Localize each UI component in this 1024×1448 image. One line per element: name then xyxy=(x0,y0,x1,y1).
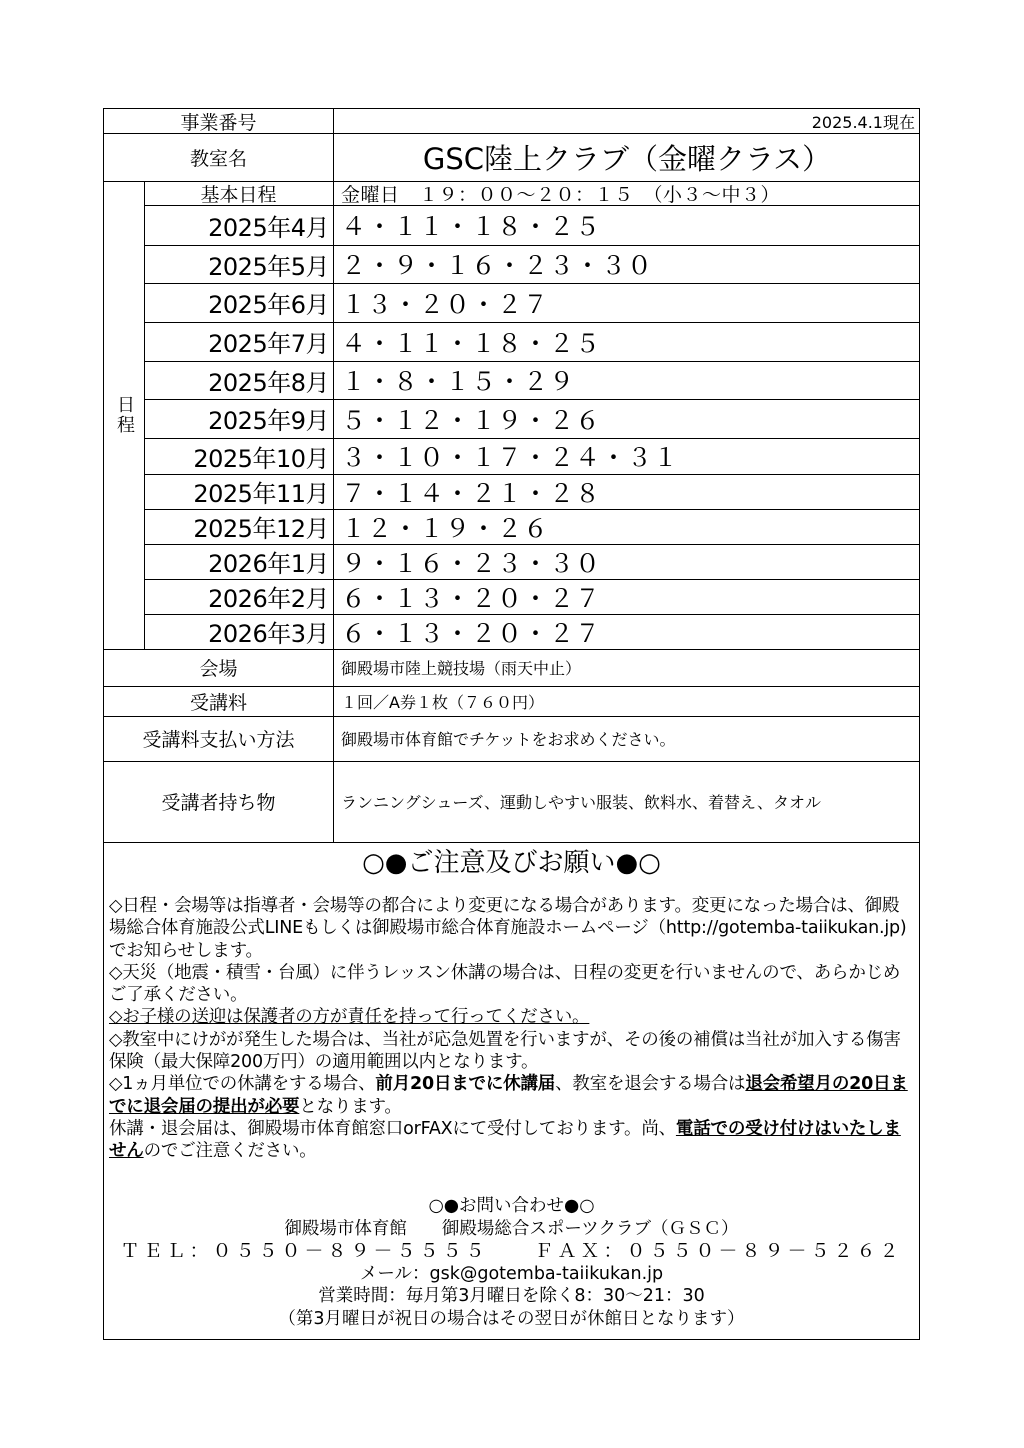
schedule-month: 2025年12月 xyxy=(193,515,329,543)
schedule-month: 2025年8月 xyxy=(208,368,329,397)
schedule-month: 2025年9月 xyxy=(208,407,329,435)
notice-text: ◇1ヵ月単位での休講をする場合、 xyxy=(109,1074,376,1095)
schedule-month: 2026年1月 xyxy=(208,550,329,578)
notice-bold-underlined: 退会希望月の20日までに退会届の提出が必要 xyxy=(109,1074,908,1117)
notice-text: 休講・退会届は、御殿場市体育館窓口orFAXにて受付しております。尚、 xyxy=(109,1118,676,1139)
contact-email: メール：gsk@gotemba-taiikukan.jp xyxy=(359,1263,664,1284)
schedule-dates: ４・１１・１８・２５ xyxy=(341,328,602,358)
basic-schedule-value: 金曜日 １９：００～２０：１５ （小３～中３） xyxy=(341,183,781,205)
schedule-dates: ２・９・１６・２３・３０ xyxy=(341,251,654,280)
schedule-month: 2025年7月 xyxy=(208,330,329,358)
business-number-label: 事業番号 xyxy=(180,111,257,133)
notice-title: ○●ご注意及びお願い●○ xyxy=(362,847,661,878)
schedule-month: 2025年11月 xyxy=(193,480,329,508)
contact-title: ○●お問い合わせ●○ xyxy=(428,1196,595,1216)
venue-value: 御殿場市陸上競技場（雨天中止） xyxy=(341,659,582,678)
notice-paragraph: ◇教室中にけがが発生した場合は、当社が応急処置を行いますが、その後の補償は当社が加入する傷害保険（最大保障200万円）の適用範囲以内となります。 xyxy=(109,1029,901,1073)
contact-block xyxy=(104,1195,919,1330)
notice-text: 、教室を退会する場合は xyxy=(555,1074,746,1095)
schedule-sheet xyxy=(103,108,920,1340)
items-value: ランニングシューズ、運動しやすい服装、飲料水、着替え、タオル xyxy=(341,793,822,812)
notice-underlined: ◇お子様の送迎は保護者の方が責任を持って行ってください。 xyxy=(109,1007,590,1028)
notice-text: のでご注意ください。 xyxy=(143,1141,317,1162)
payment-value: 御殿場市体育館でチケットをお求めください。 xyxy=(341,730,676,749)
schedule-dates: １３・２０・２７ xyxy=(341,289,550,319)
fee-label: 受講料 xyxy=(189,691,247,714)
schedule-dates: １２・１９・２６ xyxy=(341,513,550,543)
contact-orgs: 御殿場市体育館 御殿場総合スポーツクラブ（ＧＳＣ） xyxy=(284,1218,739,1239)
items-label: 受講者持ち物 xyxy=(161,792,276,814)
schedule-dates: ６・１３・２０・２７ xyxy=(341,618,602,648)
schedule-month: 2025年6月 xyxy=(208,291,329,319)
venue-label: 会場 xyxy=(199,658,238,680)
schedule-month: 2026年3月 xyxy=(208,620,329,648)
contact-phone-fax: ＴＥＬ：０５５０－８９－５５５５ ＦＡＸ：０５５０－８９－５２６２ xyxy=(120,1240,903,1262)
notice-paragraph xyxy=(109,1118,914,1163)
notice-body xyxy=(109,895,914,1163)
schedule-dates: １・８・１５・２９ xyxy=(341,367,576,396)
schedule-dates: ９・１６・２３・３０ xyxy=(341,548,602,578)
schedule-section-label: 日程 xyxy=(114,395,135,435)
contact-hours: 営業時間：毎月第3月曜日を除く8：30～21：30 xyxy=(318,1286,705,1306)
schedule-month: 2025年10月 xyxy=(193,444,329,473)
schedule-month: 2025年4月 xyxy=(208,213,329,242)
notice-paragraph xyxy=(109,1006,914,1028)
schedule-dates: ５・１２・１９・２６ xyxy=(341,405,602,435)
class-name: GSC陸上クラブ（金曜クラス） xyxy=(422,141,832,176)
notice-bold: 前月20日までに休講届 xyxy=(375,1074,556,1095)
notice-text: となります。 xyxy=(299,1096,402,1117)
schedule-dates: ６・１３・２０・２７ xyxy=(341,583,602,613)
schedule-month: 2026年2月 xyxy=(208,585,329,613)
basic-schedule-label: 基本日程 xyxy=(200,183,277,205)
schedule-month: 2025年5月 xyxy=(208,252,329,281)
contact-holiday-note: （第3月曜日が祝日の場合はその翌日が休館日となります） xyxy=(278,1308,745,1329)
schedule-dates: ４・１１・１８・２５ xyxy=(341,212,602,241)
schedule-dates: ７・１４・２１・２８ xyxy=(341,478,602,508)
fee-value: １回／A券１枚（７６０円） xyxy=(341,692,544,712)
notice-bold-underlined: 電話での受け付けはいたしません xyxy=(109,1118,901,1162)
schedule-dates: ３・１０・１７・２４・３１ xyxy=(341,443,680,472)
payment-label: 受講料支払い方法 xyxy=(142,729,295,751)
notice-paragraph: ◇日程・会場等は指導者・会場等の都合により変更になる場合があります。変更になった場合は、御殿場総合体育施設公式LINEもしくは御殿場市総合体育施設ホームページ（http://gotemba-taiikukan.jp)でお知らせします。 xyxy=(109,896,907,961)
notice-paragraph: ◇天災（地震・積雪・台風）に伴うレッスン休講の場合は、日程の変更を行いませんので、あらかじめご了承ください。 xyxy=(109,962,901,1006)
as-of-date: 2025.4.1現在 xyxy=(811,112,915,132)
notice-paragraph xyxy=(109,1073,914,1118)
class-name-label: 教室名 xyxy=(189,147,247,170)
